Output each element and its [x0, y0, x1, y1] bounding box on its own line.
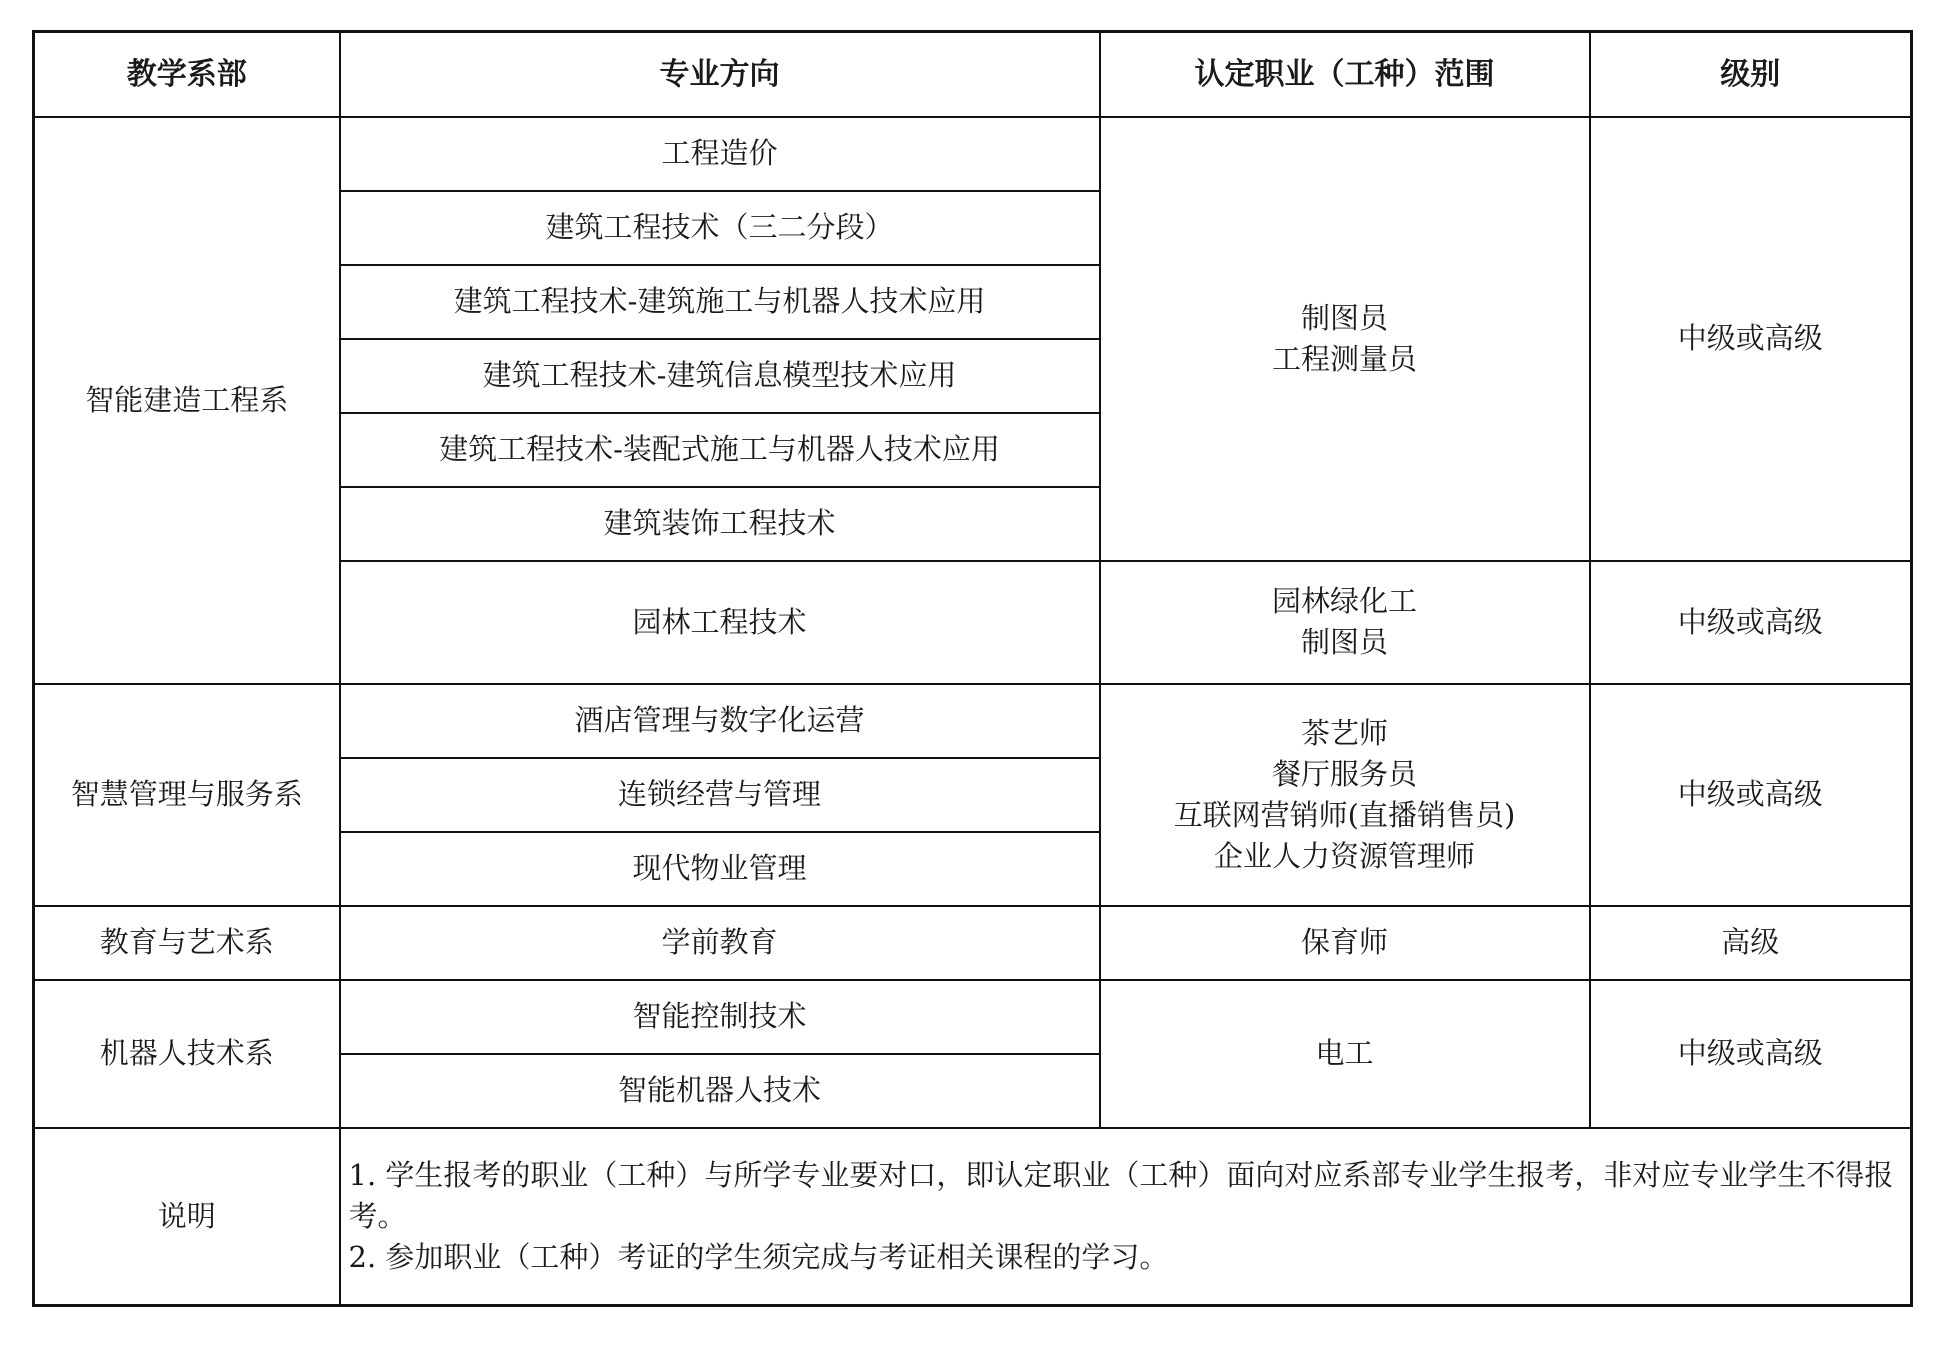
table-row — [34, 980, 1912, 1054]
department-cell: 智能建造工程系 — [34, 117, 340, 684]
major-cell: 建筑工程技术-装配式施工与机器人技术应用 — [340, 413, 1100, 487]
department-cell: 教育与艺术系 — [34, 906, 340, 980]
major-cell: 建筑工程技术-建筑施工与机器人技术应用 — [340, 265, 1100, 339]
header-level: 级别 — [1590, 32, 1912, 117]
occupation-cell: 茶艺师 餐厅服务员 互联网营销师(直播销售员) 企业人力资源管理师 — [1100, 684, 1590, 906]
table-row — [34, 684, 1912, 758]
notes-content — [340, 1128, 1912, 1306]
department-cell: 智慧管理与服务系 — [34, 684, 340, 906]
major-cell: 学前教育 — [340, 906, 1100, 980]
occupation-cell: 园林绿化工 制图员 — [1100, 561, 1590, 684]
occupation-cell: 制图员 工程测量员 — [1100, 117, 1590, 561]
major-cell: 智能控制技术 — [340, 980, 1100, 1054]
table-row — [34, 906, 1912, 980]
notes-row — [34, 1128, 1912, 1306]
occupation-cell: 保育师 — [1100, 906, 1590, 980]
major-cell: 现代物业管理 — [340, 832, 1100, 906]
department-cell: 机器人技术系 — [34, 980, 340, 1128]
major-cell: 连锁经营与管理 — [340, 758, 1100, 832]
note-item: 1. 学生报考的职业（工种）与所学专业要对口，即认定职业（工种）面向对应系部专业学生报考，非对应专业学生不得报考。 — [348, 1157, 1894, 1233]
level-cell: 中级或高级 — [1590, 980, 1912, 1128]
occupation-cell: 电工 — [1100, 980, 1590, 1128]
header-department: 教学系部 — [34, 32, 340, 117]
header-major: 专业方向 — [340, 32, 1100, 117]
header-row — [34, 32, 1912, 117]
level-cell: 中级或高级 — [1590, 117, 1912, 561]
level-cell: 高级 — [1590, 906, 1912, 980]
major-cell: 智能机器人技术 — [340, 1054, 1100, 1128]
notes-label: 说明 — [34, 1128, 340, 1306]
major-cell: 工程造价 — [340, 117, 1100, 191]
level-cell: 中级或高级 — [1590, 684, 1912, 906]
major-cell: 建筑工程技术-建筑信息模型技术应用 — [340, 339, 1100, 413]
header-occupation: 认定职业（工种）范围 — [1100, 32, 1590, 117]
major-cell: 园林工程技术 — [340, 561, 1100, 684]
level-cell: 中级或高级 — [1590, 561, 1912, 684]
certification-table — [32, 30, 1913, 1307]
major-cell: 建筑装饰工程技术 — [340, 487, 1100, 561]
major-cell: 酒店管理与数字化运营 — [340, 684, 1100, 758]
note-item: 2. 参加职业（工种）考证的学生须完成与考证相关课程的学习。 — [348, 1239, 1169, 1274]
major-cell: 建筑工程技术（三二分段） — [340, 191, 1100, 265]
table-row — [34, 117, 1912, 191]
